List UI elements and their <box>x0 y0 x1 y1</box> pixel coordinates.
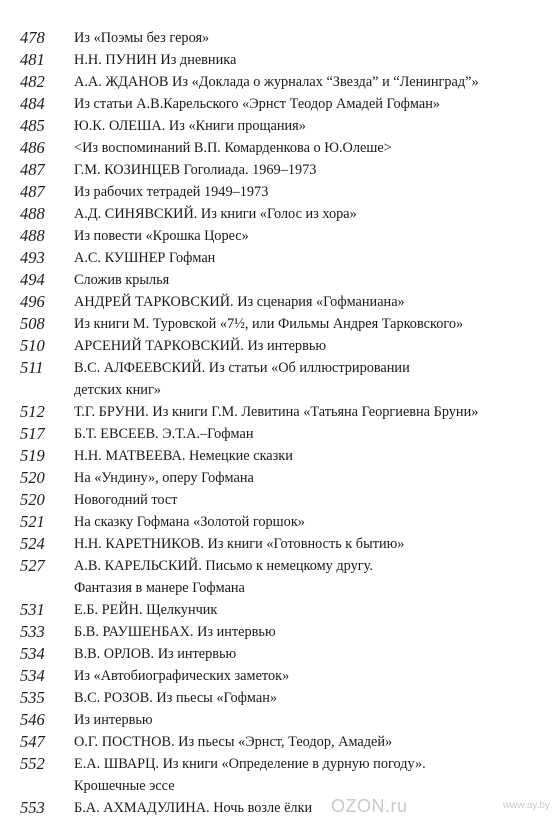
page-number: 535 <box>20 688 45 707</box>
entry-title <box>74 665 560 687</box>
entry-title-line: О.Г. ПОСТНОВ. Из пьесы «Эрнст, Теодор, Амадей» <box>74 734 393 750</box>
page-number: 487 <box>20 160 45 179</box>
page-number: 494 <box>20 270 45 289</box>
page-number: 533 <box>20 622 45 641</box>
toc-entry <box>0 137 560 159</box>
entry-title <box>74 269 560 291</box>
toc-entry <box>0 731 560 753</box>
toc-entry <box>0 49 560 71</box>
entry-title-line: Крошечные эссе <box>74 778 175 794</box>
entry-title-line: В.С. РОЗОВ. Из пьесы «Гофман» <box>74 690 278 706</box>
entry-title <box>74 445 560 467</box>
entry-title-line: На сказку Гофмана «Золотой горшок» <box>74 514 305 530</box>
toc-entry <box>0 181 560 203</box>
toc-entry <box>0 203 560 225</box>
entry-title-line: Н.Н. МАТВЕЕВА. Немецкие сказки <box>74 448 293 464</box>
toc-entry <box>0 665 560 687</box>
entry-title-line: В.С. АЛФЕЕВСКИЙ. Из статьи «Об иллюстрировании <box>74 360 410 376</box>
entry-title <box>74 709 560 731</box>
page-number: 487 <box>20 182 45 201</box>
entry-title <box>74 643 560 665</box>
toc-entry <box>0 71 560 93</box>
page-number: 510 <box>20 336 45 355</box>
ozon-watermark: OZON.ru <box>331 796 408 816</box>
entry-title <box>74 313 560 335</box>
entry-title <box>74 181 560 203</box>
page-number: 512 <box>20 402 45 421</box>
toc-entry <box>0 93 560 115</box>
page-number: 552 <box>20 754 45 773</box>
page-number: 534 <box>20 666 45 685</box>
entry-title <box>74 291 560 313</box>
entry-title-line: Е.Б. РЕЙН. Щелкунчик <box>74 602 218 618</box>
entry-title <box>74 137 560 159</box>
page-number: 519 <box>20 446 45 465</box>
entry-title-line: Из интервью <box>74 712 153 728</box>
page-number: 488 <box>20 226 45 245</box>
toc-entry <box>0 467 560 489</box>
entry-title <box>74 225 560 247</box>
page-number: 517 <box>20 424 45 443</box>
entry-title-line: Т.Г. БРУНИ. Из книги Г.М. Левитина «Татьяна Георгиевна Бруни» <box>74 404 479 420</box>
toc-entry <box>0 555 560 599</box>
toc-entry <box>0 159 560 181</box>
entry-title <box>74 357 560 401</box>
table-of-contents <box>0 27 560 819</box>
page-number: 553 <box>20 798 45 817</box>
entry-title <box>74 489 560 511</box>
entry-title-line: АНДРЕЙ ТАРКОВСКИЙ. Из сценария «Гофманиана» <box>74 294 405 310</box>
entry-title <box>74 753 560 797</box>
entry-title <box>74 555 560 599</box>
toc-entry <box>0 335 560 357</box>
toc-entry <box>0 423 560 445</box>
entry-title-line: Из книги М. Туровской «7½, или Фильмы Андрея Тарковского» <box>74 316 464 332</box>
entry-title-line: Ю.К. ОЛЕША. Из «Книги прощания» <box>74 118 306 134</box>
entry-title <box>74 115 560 137</box>
page-number: 493 <box>20 248 45 267</box>
entry-title-line: А.С. КУШНЕР Гофман <box>74 250 216 266</box>
toc-entry <box>0 27 560 49</box>
toc-entry <box>0 687 560 709</box>
page-number: 520 <box>20 490 45 509</box>
entry-title-line: В.В. ОРЛОВ. Из интервью <box>74 646 237 662</box>
page-number: 521 <box>20 512 45 531</box>
page-number: 546 <box>20 710 45 729</box>
page-number: 508 <box>20 314 45 333</box>
page-number: 482 <box>20 72 45 91</box>
toc-entry <box>0 401 560 423</box>
toc-entry <box>0 313 560 335</box>
entry-title <box>74 335 560 357</box>
page-number: 524 <box>20 534 45 553</box>
toc-entry <box>0 357 560 401</box>
entry-title-line: Г.М. КОЗИНЦЕВ Гоголиада. 1969–1973 <box>74 162 317 178</box>
entry-title-line: Из рабочих тетрадей 1949–1973 <box>74 184 269 200</box>
entry-title <box>74 71 560 93</box>
entry-title <box>74 401 560 423</box>
page-number: 488 <box>20 204 45 223</box>
toc-entry <box>0 797 560 819</box>
page-number: 547 <box>20 732 45 751</box>
page-number: 531 <box>20 600 45 619</box>
toc-entry <box>0 599 560 621</box>
page-number: 527 <box>20 556 45 575</box>
toc-entry <box>0 489 560 511</box>
entry-title-line: А.А. ЖДАНОВ Из «Доклада о журналах “Звезда” и “Ленинград”» <box>74 74 479 90</box>
entry-title <box>74 27 560 49</box>
entry-title <box>74 247 560 269</box>
entry-title-line: А.В. КАРЕЛЬСКИЙ. Письмо к немецкому другу. <box>74 558 373 574</box>
toc-entry <box>0 269 560 291</box>
entry-title-line: Из повести «Крошка Цорес» <box>74 228 249 244</box>
page-number: 486 <box>20 138 45 157</box>
entry-title-line: Б.Т. ЕВСЕЕВ. Э.Т.А.–Гофман <box>74 426 254 442</box>
toc-entry <box>0 511 560 533</box>
toc-entry <box>0 225 560 247</box>
entry-title-line: Б.А. АХМАДУЛИНА. Ночь возле ёлки <box>74 800 313 816</box>
entry-title <box>74 621 560 643</box>
entry-title-line: <Из воспоминаний В.П. Комарденкова о Ю.Олеше> <box>74 140 392 156</box>
entry-title <box>74 731 560 753</box>
entry-title-line: Из статьи А.В.Карельского «Эрнст Теодор Амадей Гофман» <box>74 96 441 112</box>
entry-title-line: А.Д. СИНЯВСКИЙ. Из книги «Голос из хора» <box>74 206 357 222</box>
entry-title-line: АРСЕНИЙ ТАРКОВСКИЙ. Из интервью <box>74 338 327 354</box>
entry-title <box>74 49 560 71</box>
entry-title-line: Н.Н. ПУНИН Из дневника <box>74 52 237 68</box>
entry-title <box>74 467 560 489</box>
entry-title-line: детских книг» <box>74 382 161 398</box>
toc-entry <box>0 291 560 313</box>
toc-entry <box>0 709 560 731</box>
entry-title <box>74 599 560 621</box>
entry-title-line: Фантазия в манере Гофмана <box>74 580 245 596</box>
page-number: 534 <box>20 644 45 663</box>
entry-title <box>74 93 560 115</box>
entry-title-line: Сложив крылья <box>74 272 170 288</box>
page-number: 478 <box>20 28 45 47</box>
toc-entry <box>0 643 560 665</box>
entry-title-line: Новогодний тост <box>74 492 178 508</box>
entry-title <box>74 423 560 445</box>
entry-title-line: Из «Автобиографических заметок» <box>74 668 290 684</box>
page-number: 520 <box>20 468 45 487</box>
page-number: 496 <box>20 292 45 311</box>
page-number: 485 <box>20 116 45 135</box>
toc-entry <box>0 621 560 643</box>
site-watermark: www.ay.by <box>502 800 550 811</box>
toc-entry <box>0 445 560 467</box>
entry-title-line: На «Ундину», оперу Гофмана <box>74 470 254 486</box>
entry-title <box>74 533 560 555</box>
entry-title-line: Н.Н. КАРЕТНИКОВ. Из книги «Готовность к бытию» <box>74 536 405 552</box>
page-number: 481 <box>20 50 45 69</box>
toc-entry <box>0 115 560 137</box>
entry-title <box>74 687 560 709</box>
toc-entry <box>0 247 560 269</box>
entry-title-line: Из «Поэмы без героя» <box>74 30 210 46</box>
toc-entry <box>0 753 560 797</box>
page-number: 484 <box>20 94 45 113</box>
page-number: 511 <box>20 358 44 377</box>
entry-title <box>74 203 560 225</box>
entry-title <box>74 159 560 181</box>
entry-title-line: Е.А. ШВАРЦ. Из книги «Определение в дурную погоду». <box>74 756 426 772</box>
toc-entry <box>0 533 560 555</box>
entry-title <box>74 797 560 819</box>
entry-title <box>74 511 560 533</box>
entry-title-line: Б.В. РАУШЕНБАХ. Из интервью <box>74 624 276 640</box>
